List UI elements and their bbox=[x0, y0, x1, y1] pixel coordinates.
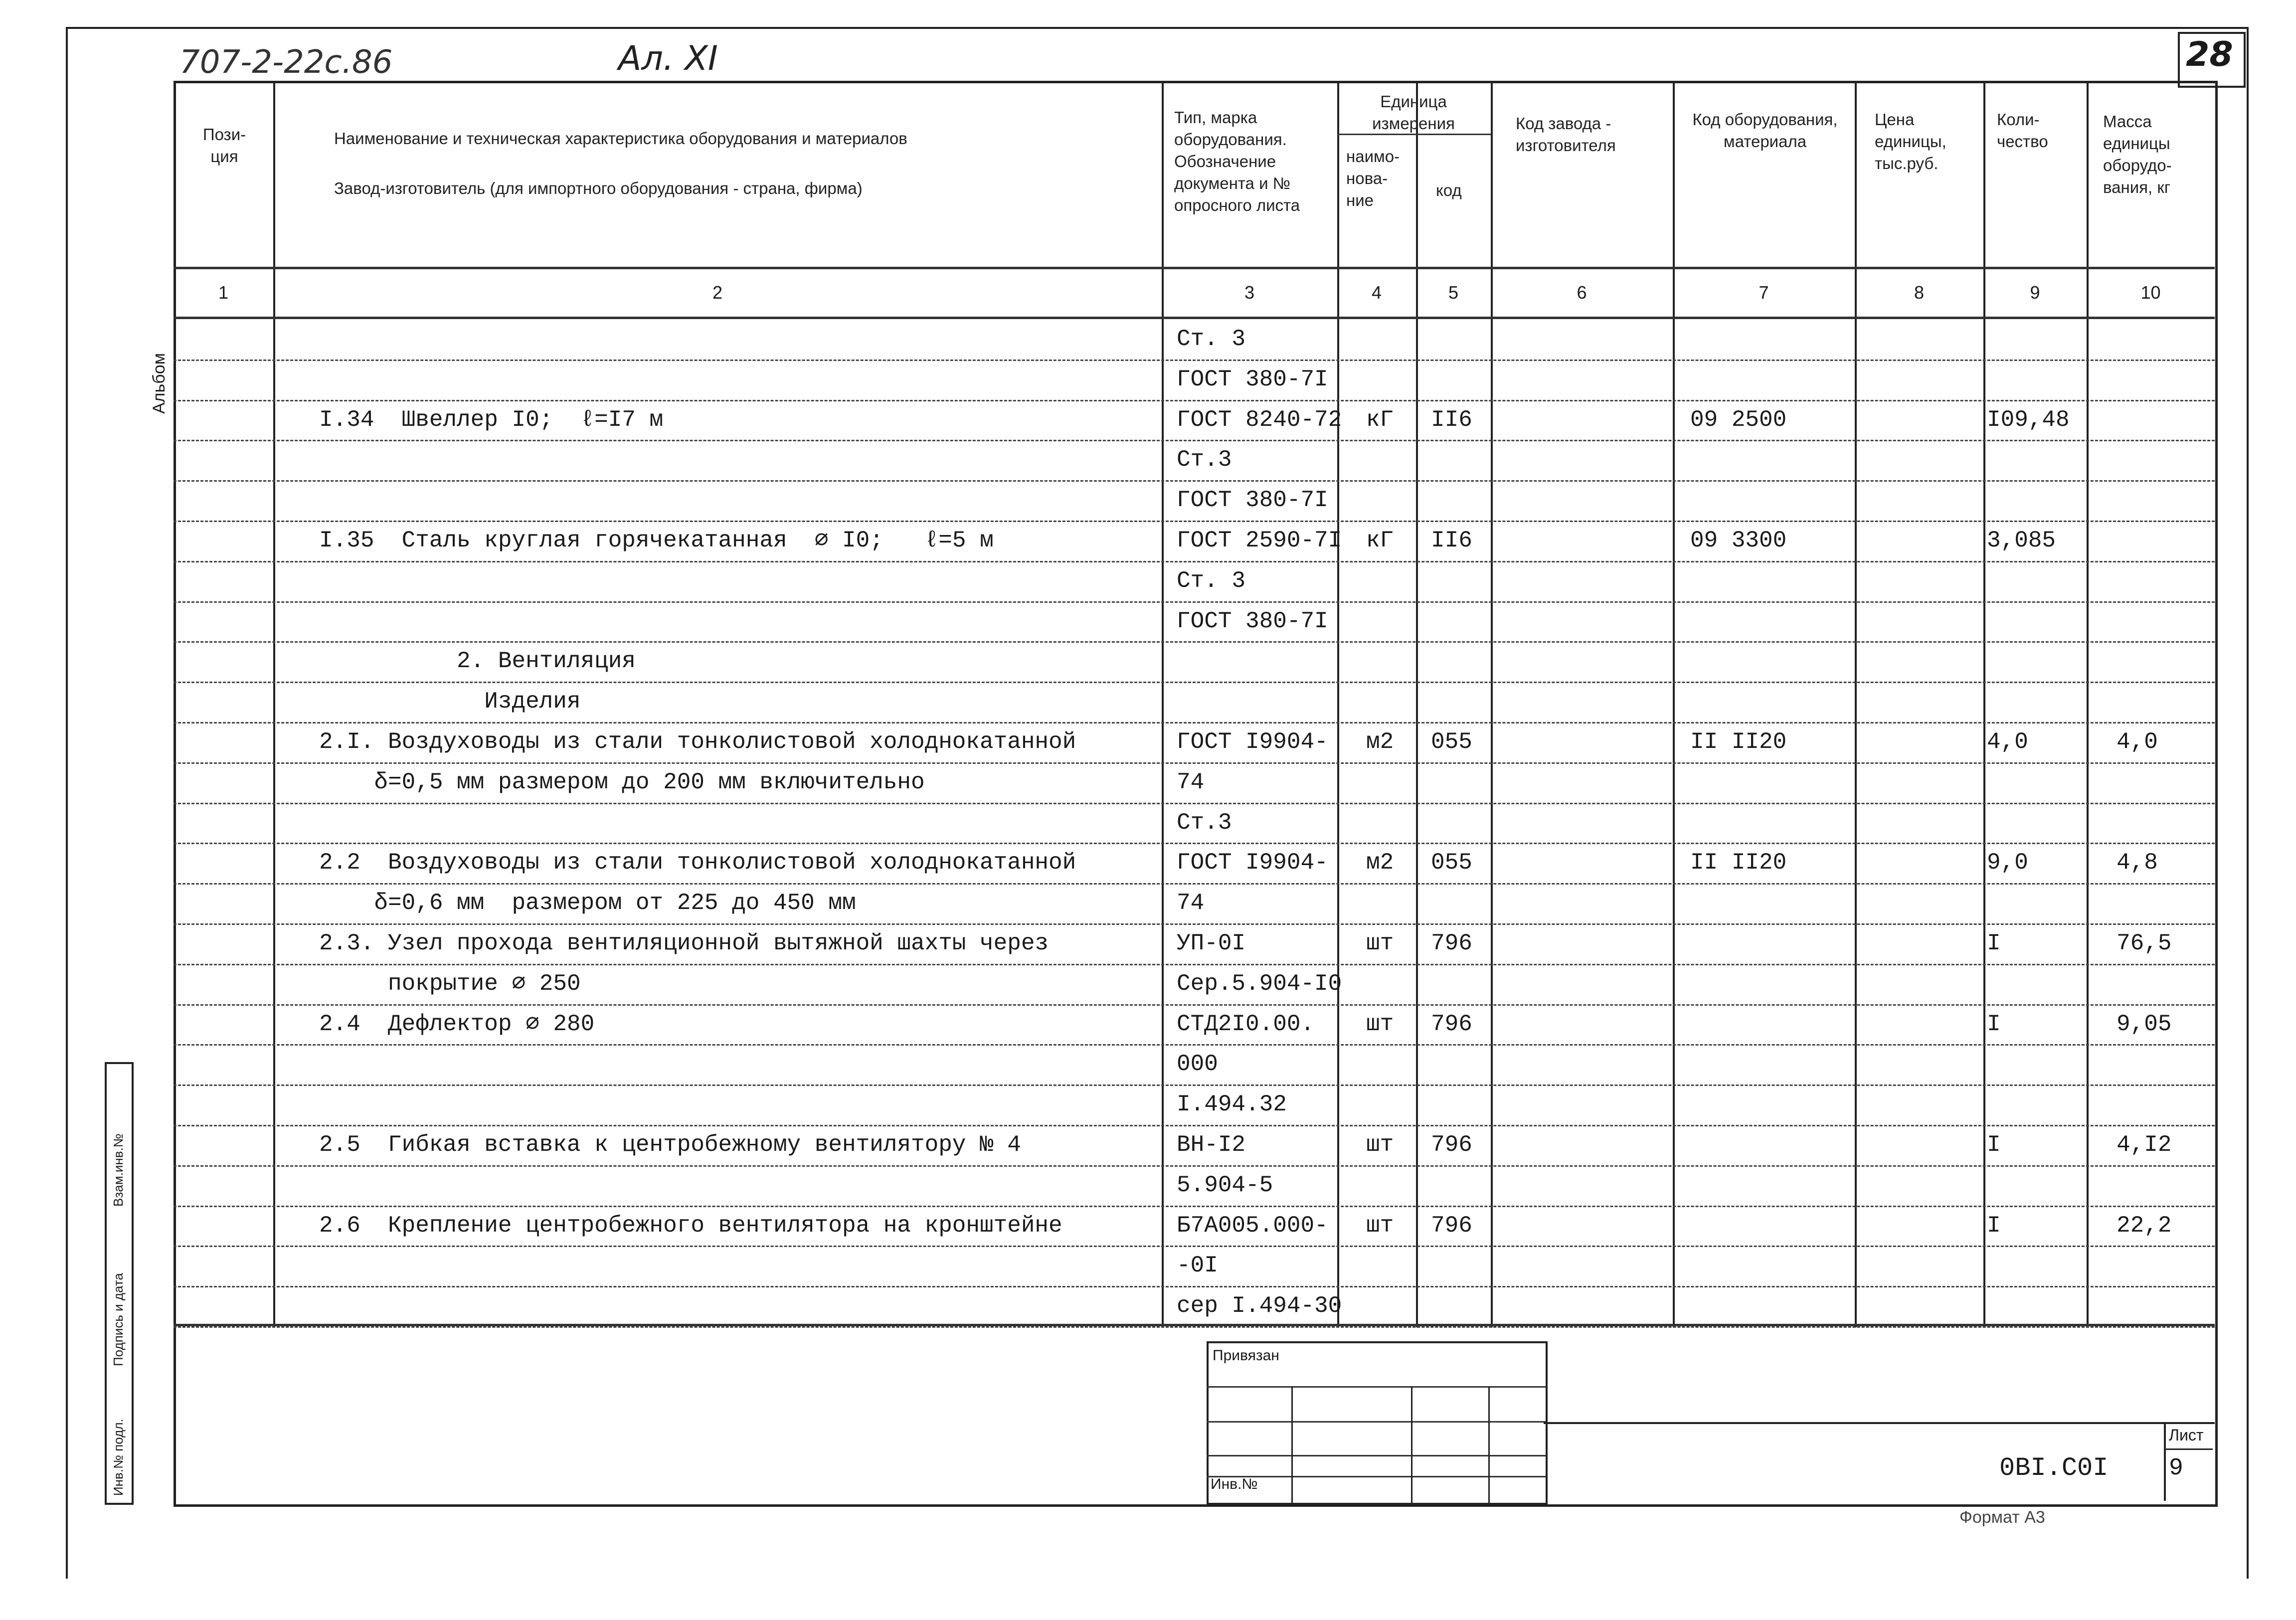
row-quantity: I bbox=[1987, 1132, 2001, 1158]
row-type: ГОСТ 380-7I bbox=[1177, 366, 1328, 392]
header-unit-name: наимо- нова- ние bbox=[1346, 147, 1400, 209]
header-equipment-code: Код оборудования, материала bbox=[1692, 110, 1838, 151]
row-unit: м2 bbox=[1366, 729, 1394, 755]
row-divider bbox=[174, 440, 2215, 441]
row-name: 2.3. Узел прохода вентиляционной вытяжной шахты через bbox=[319, 930, 1049, 956]
side-stamp-label-1: Инв.№ подл. bbox=[111, 1419, 126, 1496]
row-unit: шт bbox=[1366, 1011, 1394, 1037]
column-number: 6 bbox=[1577, 282, 1587, 303]
row-divider bbox=[174, 803, 2215, 804]
row-divider bbox=[174, 1125, 2215, 1126]
row-unit: шт bbox=[1366, 930, 1394, 956]
header-type: Тип, марка оборудования. Обозначение документа и № опросного листа bbox=[1174, 108, 1300, 214]
column-number: 2 bbox=[712, 282, 723, 303]
row-name: δ=0,6 мм размером от 225 до 450 мм bbox=[319, 890, 856, 916]
row-type: УП-0I bbox=[1177, 930, 1246, 956]
row-type: 74 bbox=[1177, 890, 1205, 916]
row-divider bbox=[174, 521, 2215, 522]
header-price: Цена единицы, тыс.руб. bbox=[1875, 110, 1946, 173]
row-name: I.35 Сталь круглая горячекатанная ∅ I0; ℓ=5 м bbox=[319, 528, 994, 553]
row-unit: м2 bbox=[1366, 850, 1394, 876]
column-number: 3 bbox=[1244, 282, 1255, 303]
row-mass: 22,2 bbox=[2117, 1212, 2172, 1239]
row-type: Ст. 3 bbox=[1177, 567, 1246, 594]
doc-designation: 0BI.C0I bbox=[1999, 1453, 2109, 1483]
row-unit-code: 796 bbox=[1431, 930, 1472, 956]
row-unit-code: 796 bbox=[1431, 1011, 1472, 1037]
page-number: 28 bbox=[2186, 35, 2233, 74]
stamp-attached-label: Привязан bbox=[1213, 1347, 1279, 1364]
column-number-line bbox=[174, 317, 2215, 319]
row-name: покрытие ∅ 250 bbox=[319, 970, 581, 997]
row-quantity: I bbox=[1987, 930, 2001, 956]
column-number: 8 bbox=[1914, 282, 1925, 303]
header-unit-group: Единица измерения bbox=[1372, 92, 1455, 133]
stamp-col-line bbox=[1411, 1386, 1413, 1503]
row-type: ГОСТ 2590-7I bbox=[1177, 528, 1342, 553]
row-type: 74 bbox=[1177, 769, 1205, 795]
row-unit: шт bbox=[1366, 1212, 1394, 1239]
row-divider bbox=[174, 561, 2215, 562]
row-material-code: 09 3300 bbox=[1690, 528, 1787, 553]
row-material-code: 09 2500 bbox=[1690, 406, 1787, 433]
format-label: Формат А3 bbox=[1959, 1508, 2045, 1527]
row-type: 000 bbox=[1177, 1051, 1218, 1078]
row-name: 2.2 Воздуховоды из стали тонколистовой холоднокатанной bbox=[319, 850, 1076, 876]
sheet-label: Лист bbox=[2169, 1426, 2204, 1444]
row-type: Ст.3 bbox=[1177, 447, 1232, 473]
row-name: 2.I. Воздуховоды из стали тонколистовой холоднокатанной bbox=[319, 729, 1076, 755]
row-mass: 4,I2 bbox=[2117, 1132, 2172, 1158]
sheet-number: 9 bbox=[2169, 1455, 2183, 1482]
row-type: 5.904-5 bbox=[1177, 1172, 1273, 1198]
row-type: ГОСТ I9904- bbox=[1177, 729, 1328, 755]
row-type: Ст.3 bbox=[1177, 809, 1232, 836]
row-type: I.494.32 bbox=[1177, 1091, 1287, 1118]
column-number: 9 bbox=[2030, 282, 2040, 303]
sheet-box-divider bbox=[2164, 1448, 2213, 1450]
row-name: I.34 Швеллер I0; ℓ=I7 м bbox=[319, 406, 664, 433]
row-mass: 4,8 bbox=[2117, 850, 2158, 876]
row-divider bbox=[174, 480, 2215, 482]
row-divider bbox=[174, 1246, 2215, 1247]
row-divider bbox=[174, 1044, 2215, 1046]
row-material-code: II II20 bbox=[1690, 850, 1787, 876]
stamp-row-line bbox=[1207, 1476, 1546, 1477]
stamp-row-line bbox=[1207, 1386, 1546, 1388]
header-quantity: Коли- чество bbox=[1997, 110, 2048, 151]
row-quantity: 4,0 bbox=[1987, 729, 2028, 755]
header-unit-code: код bbox=[1436, 181, 1462, 199]
row-name: 2. Вентиляция bbox=[319, 648, 636, 675]
row-quantity: I bbox=[1987, 1011, 2001, 1037]
header-bottom-line bbox=[174, 267, 2215, 269]
attachment-stamp bbox=[1207, 1341, 1548, 1505]
row-mass: 76,5 bbox=[2117, 930, 2172, 956]
stamp-col-line bbox=[1291, 1386, 1293, 1503]
stamp-row-line bbox=[1207, 1421, 1546, 1423]
stamp-row-line bbox=[1207, 1455, 1546, 1456]
row-type: ГОСТ 8240-72 bbox=[1177, 406, 1342, 433]
row-type: СТД2I0.00. bbox=[1177, 1011, 1315, 1037]
document-code: 707-2-22с.86 bbox=[179, 44, 393, 81]
row-type: Ст. 3 bbox=[1177, 326, 1246, 352]
row-divider bbox=[174, 883, 2215, 885]
row-divider bbox=[174, 1004, 2215, 1006]
column-number: 1 bbox=[218, 282, 229, 303]
row-quantity: I bbox=[1987, 1212, 2001, 1239]
row-type: сер I.494-30 bbox=[1177, 1293, 1342, 1319]
row-type: Сер.5.904-I0 bbox=[1177, 970, 1342, 997]
side-stamp-label-2: Подпись и дата bbox=[111, 1272, 126, 1366]
row-mass: 9,05 bbox=[2117, 1011, 2172, 1037]
column-number: 10 bbox=[2140, 282, 2161, 303]
row-unit-code: II6 bbox=[1431, 528, 1472, 553]
row-divider bbox=[174, 964, 2215, 965]
row-name: 2.6 Крепление центробежного вентилятора на кронштейне bbox=[319, 1212, 1062, 1239]
header-mass: Масса единицы оборудо- вания, кг bbox=[2103, 112, 2172, 196]
side-album-label: Альбом bbox=[150, 353, 169, 414]
side-stamp-label-3: Взам.инв.№ bbox=[111, 1133, 126, 1207]
row-type: ГОСТ I9904- bbox=[1177, 850, 1328, 876]
row-name: 2.5 Гибкая вставка к центробежному вентилятору № 4 bbox=[319, 1132, 1021, 1158]
row-divider bbox=[174, 843, 2215, 844]
row-divider bbox=[174, 722, 2215, 723]
header-name-line1: Наименование и техническая характеристика оборудования и материалов bbox=[334, 129, 907, 148]
column-number: 7 bbox=[1759, 282, 1769, 303]
row-divider bbox=[174, 682, 2215, 683]
album-label: Ал. XI bbox=[618, 39, 718, 78]
row-divider bbox=[174, 1165, 2215, 1167]
row-unit-code: 796 bbox=[1431, 1212, 1472, 1239]
title-block-line bbox=[1544, 1422, 2215, 1424]
row-unit-code: 055 bbox=[1431, 850, 1472, 876]
row-quantity: I09,48 bbox=[1987, 406, 2070, 433]
row-divider bbox=[174, 601, 2215, 603]
row-divider bbox=[174, 641, 2215, 643]
header-position: Пози- ция bbox=[202, 125, 246, 166]
row-unit-code: II6 bbox=[1431, 406, 1472, 433]
row-mass: 4,0 bbox=[2117, 729, 2158, 755]
row-divider bbox=[174, 762, 2215, 764]
column-number: 5 bbox=[1448, 282, 1459, 303]
row-name: 2.4 Дефлектор ∅ 280 bbox=[319, 1011, 595, 1037]
row-divider bbox=[174, 360, 2215, 361]
row-name: δ=0,5 мм размером до 200 мм включительно bbox=[319, 769, 925, 795]
stamp-col-line bbox=[1488, 1386, 1490, 1503]
row-unit-code: 796 bbox=[1431, 1132, 1472, 1158]
row-unit: кГ bbox=[1366, 528, 1394, 553]
column-number: 4 bbox=[1371, 282, 1382, 303]
row-unit-code: 055 bbox=[1431, 729, 1472, 755]
header-name-line2: Завод-изготовитель (для импортного оборудования - страна, фирма) bbox=[334, 179, 863, 197]
row-divider bbox=[174, 1206, 2215, 1207]
header-factory-code: Код завода - изготовителя bbox=[1516, 114, 1616, 155]
row-divider bbox=[174, 1286, 2215, 1287]
row-unit: кГ bbox=[1366, 406, 1394, 433]
row-type: -0I bbox=[1177, 1253, 1218, 1279]
row-material-code: II II20 bbox=[1690, 729, 1787, 755]
row-quantity: 3,085 bbox=[1987, 528, 2056, 553]
row-type: Б7А005.000- bbox=[1177, 1212, 1328, 1239]
row-divider bbox=[174, 1084, 2215, 1086]
row-unit: шт bbox=[1366, 1132, 1394, 1158]
row-type: ГОСТ 380-7I bbox=[1177, 487, 1328, 514]
row-divider bbox=[174, 400, 2215, 401]
row-type: ГОСТ 380-7I bbox=[1177, 608, 1328, 634]
stamp-inv-label: Инв.№ bbox=[1211, 1476, 1258, 1492]
row-type: ВН-I2 bbox=[1177, 1132, 1246, 1158]
row-quantity: 9,0 bbox=[1987, 850, 2028, 876]
row-name: Изделия bbox=[319, 689, 581, 715]
row-divider bbox=[174, 1326, 2215, 1328]
row-divider bbox=[174, 923, 2215, 925]
